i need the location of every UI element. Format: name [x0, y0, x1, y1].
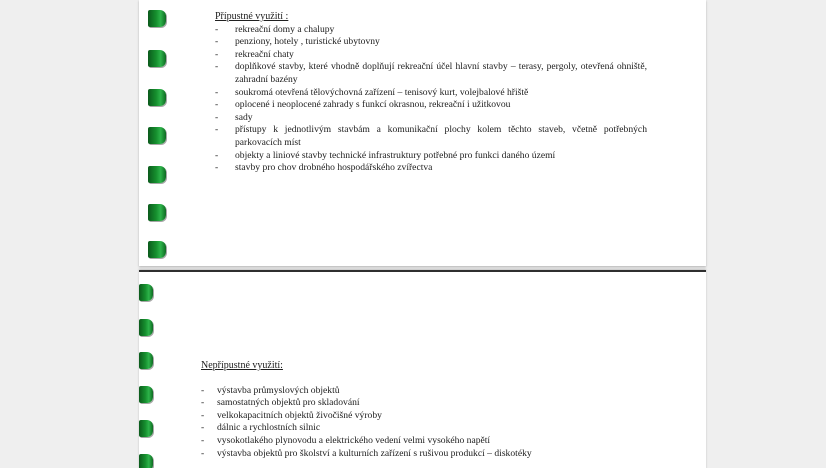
- spiral-binding: [139, 272, 169, 468]
- spiral-binding: [139, 0, 169, 266]
- not-permitted-use-section: [201, 360, 621, 460]
- list-item: - penziony, hotely , turistické ubytovny: [215, 36, 380, 48]
- list-item: - přístupy k jednotlivým stavbám a komunikační plochy kolem těchto staveb, včetně potřebných parkovacích míst: [215, 124, 647, 148]
- bullet-dash: -: [215, 124, 219, 136]
- bullet-dash: -: [201, 409, 205, 421]
- list-item: - stavby pro chov drobného hospodářského zvířectva: [215, 162, 433, 174]
- list-item: - výstavba objektů pro školství a kulturních zařízení s rušivou produkcí – diskotéky: [201, 447, 532, 459]
- permitted-use-list: [215, 24, 647, 175]
- list-item: - doplňkové stavby, které vhodně doplňují rekreační účel hlavní stavby – terasy, pergoly, otevřená ohniště, zahradní bazény: [215, 61, 647, 85]
- bullet-dash: -: [215, 162, 219, 174]
- bullet-dash: -: [215, 86, 219, 98]
- not-permitted-use-heading: Nepřípustné využití:: [201, 360, 283, 371]
- document-page-top: [139, 0, 706, 266]
- binding-ring-icon: [148, 89, 166, 106]
- list-item: - vysokotlakého plynovodu a elektrického vedení velmi vysokého napětí: [201, 434, 491, 446]
- binding-ring-icon: [148, 204, 166, 221]
- binding-ring-icon: [148, 166, 166, 183]
- binding-ring-icon: [148, 127, 166, 144]
- bullet-dash: -: [201, 434, 205, 446]
- list-item: - rekreační chaty: [215, 48, 294, 60]
- bullet-dash: -: [215, 48, 219, 60]
- permitted-use-heading: Přípustné využití :: [215, 11, 289, 22]
- list-item: - výstavba průmyslových objektů: [201, 384, 340, 396]
- bullet-dash: -: [215, 23, 219, 35]
- bullet-dash: -: [215, 61, 219, 73]
- bullet-dash: -: [215, 99, 219, 111]
- list-item: - sady: [215, 111, 253, 123]
- bullet-dash: -: [201, 447, 205, 459]
- list-item: - samostatných objektů pro skladování: [201, 397, 360, 409]
- list-item: - rekreační domy a chalupy: [215, 23, 335, 35]
- binding-ring-icon: [139, 284, 153, 301]
- bullet-dash: -: [201, 397, 205, 409]
- list-item: - velkokapacitních objektů živočišné výroby: [201, 409, 382, 421]
- document-page-bottom: [139, 270, 706, 468]
- binding-ring-icon: [139, 454, 153, 468]
- binding-ring-icon: [148, 241, 166, 258]
- permitted-use-section: [215, 11, 647, 175]
- bullet-dash: -: [201, 384, 205, 396]
- binding-ring-icon: [139, 352, 153, 369]
- list-item: - dálnic a rychlostních silnic: [201, 422, 321, 434]
- list-item: - objekty a liniové stavby technické infrastruktury potřebné pro funkci daného území: [215, 149, 556, 161]
- binding-ring-icon: [148, 10, 166, 27]
- binding-ring-icon: [139, 319, 153, 336]
- not-permitted-use-list: [201, 385, 621, 461]
- bullet-dash: -: [215, 111, 219, 123]
- binding-ring-icon: [139, 420, 153, 437]
- list-item: - oplocené i neoplocené zahrady s funkcí okrasnou, rekreační i užitkovou: [215, 99, 511, 111]
- bullet-dash: -: [201, 422, 205, 434]
- bullet-dash: -: [215, 149, 219, 161]
- list-item: - soukromá otevřená tělovýchovná zařízení – tenisový kurt, volejbalové hřiště: [215, 86, 529, 98]
- binding-ring-icon: [148, 50, 166, 67]
- bullet-dash: -: [215, 36, 219, 48]
- binding-ring-icon: [139, 386, 153, 403]
